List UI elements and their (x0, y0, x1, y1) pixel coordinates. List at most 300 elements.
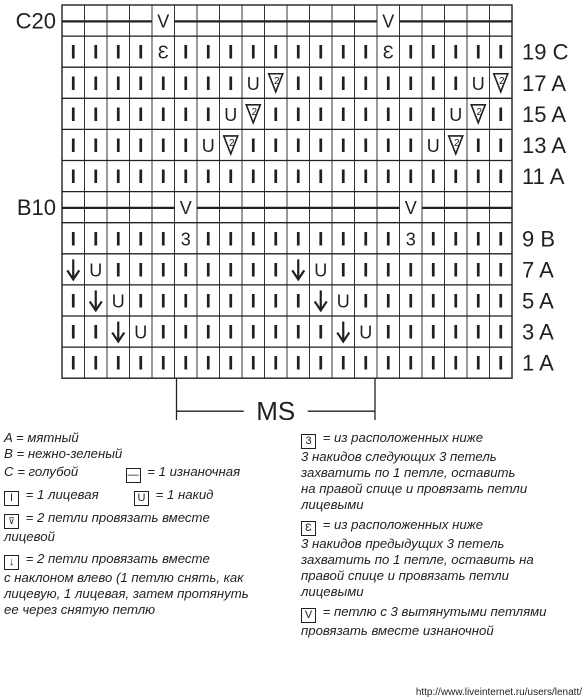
legend-ssk-line-2: с наклоном влево (1 петлю снять, как (4, 570, 244, 585)
knit-stitch-symbol: I (318, 167, 324, 189)
knit-stitch-symbol: I (318, 353, 324, 375)
knit-stitch-symbol: I (183, 73, 189, 95)
legend-k2tog-line-2: лицевой (4, 529, 55, 544)
yarn-over-symbol: U (201, 135, 215, 156)
knit-stitch-symbol: I (363, 135, 369, 157)
yarn-over-symbol: U (471, 73, 485, 94)
purl-stitch-symbol: — (444, 7, 467, 33)
knit-stitch-symbol: I (475, 322, 481, 344)
knit-stitch-symbol: I (363, 229, 369, 251)
legend-left (4, 430, 249, 618)
knit-stitch-symbol: I (273, 167, 279, 189)
knit-stitch-symbol: I (205, 73, 211, 95)
knit-stitch-symbol: I (228, 73, 234, 95)
knit-stitch-symbol: I (273, 135, 279, 157)
k2tog-digit: 2 (251, 106, 258, 118)
three-loops-stitch-symbol: 3 (180, 229, 191, 250)
knit-stitch-symbol: I (115, 135, 121, 157)
row-label-right: 19 C (522, 39, 569, 65)
knit-stitch-symbol: I (138, 167, 144, 189)
legend-three-line-4: на правой спице и провязать петли (301, 481, 528, 496)
legend-color-b: B = нежно-зеленый (4, 446, 123, 461)
purl-stitch-symbol: — (287, 194, 310, 220)
knit-stitch-symbol: I (385, 167, 391, 189)
row-label-right: 15 A (522, 101, 567, 127)
legend-ssk-line-1: = 2 петли провязать вместе (25, 551, 210, 566)
knit-stitch-symbol: I (453, 73, 459, 95)
knit-stitch-symbol: I (498, 353, 504, 375)
knit-stitch-symbol: I (138, 260, 144, 282)
knit-stitch-symbol: I (70, 167, 76, 189)
knit-stitch-symbol: I (430, 291, 436, 313)
knit-stitch-symbol: I (453, 322, 459, 344)
knit-stitch-symbol: I (318, 135, 324, 157)
knit-stitch-symbol: I (340, 42, 346, 64)
yarn-over-symbol: U (134, 322, 148, 343)
legend-v (301, 604, 547, 623)
knit-stitch-symbol: I (250, 291, 256, 313)
row-label-right: 17 A (522, 70, 567, 96)
legend-k2tog-line-1: = 2 петли провязать вместе (25, 510, 210, 525)
pattern-repeat-bracket (177, 378, 376, 420)
row-label-right: 11 A (522, 164, 565, 190)
knit-stitch-symbol: I (498, 322, 504, 344)
k2tog-digit: 2 (273, 75, 280, 87)
knit-stitch-symbol: I (160, 229, 166, 251)
purl-stitch-symbol: — (197, 7, 220, 33)
purl-stitch-symbol: — (84, 194, 107, 220)
knit-stitch-symbol: I (475, 260, 481, 282)
knit-stitch-symbol: I (183, 135, 189, 157)
legend-right (301, 430, 547, 639)
knit-stitch-symbol: I (160, 104, 166, 126)
knit-stitch-symbol: I (160, 353, 166, 375)
k2tog-digit: 2 (498, 75, 505, 87)
knit-stitch-symbol: I (453, 260, 459, 282)
k2tog-digit: 2 (228, 137, 235, 149)
knit-stitch-symbol: I (70, 322, 76, 344)
knit-stitch-symbol: I (115, 42, 121, 64)
knit-stitch-symbol: I (295, 229, 301, 251)
legend-eps-line-4: правой спице и провязать петли (301, 568, 509, 583)
knit-stitch-symbol: I (93, 167, 99, 189)
row-label-right: 1 A (522, 350, 554, 376)
purl-stitch-symbol: — (174, 7, 197, 33)
ssk-stitch-symbol (315, 290, 327, 310)
knit-stitch-symbol: I (430, 260, 436, 282)
k2tog-stitch-symbol (224, 136, 238, 154)
legend-ssk (4, 551, 249, 570)
purl-stitch-symbol: — (129, 7, 152, 33)
purl-stitch-symbol: — (399, 7, 422, 33)
knit-stitch-symbol: I (115, 73, 121, 95)
purl-symbol-icon: — (127, 469, 139, 481)
knit-stitch-symbol: I (453, 291, 459, 313)
knit-stitch-symbol: I (295, 135, 301, 157)
knit-stitch-symbol: I (340, 229, 346, 251)
purl-stitch-symbol: — (309, 7, 332, 33)
row-label-right: 13 A (522, 132, 567, 158)
k2tog-digit: 2 (453, 137, 460, 149)
knit-stitch-symbol: I (430, 322, 436, 344)
purl-stitch-symbol: — (219, 7, 242, 33)
chart-grid (62, 5, 512, 378)
epsilon-stitch-symbol: Ɛ (157, 42, 169, 63)
legend-eps-line-2: 3 накидов предыдущих 3 петель (301, 536, 505, 551)
knit-stitch-symbol: I (183, 167, 189, 189)
purl-stitch-symbol: — (197, 194, 220, 220)
knit-stitch-symbol: I (93, 73, 99, 95)
knit-stitch-symbol: I (318, 73, 324, 95)
purl-stitch-symbol: — (107, 194, 130, 220)
purl-stitch-symbol: — (467, 7, 490, 33)
knit-stitch-symbol: I (183, 104, 189, 126)
knit-stitch-symbol: I (340, 135, 346, 157)
knit-stitch-symbol: I (363, 167, 369, 189)
knit-stitch-symbol: I (340, 167, 346, 189)
knit-stitch-symbol: I (340, 353, 346, 375)
knit-stitch-symbol: I (115, 104, 121, 126)
k2tog-stitch-symbol (471, 105, 485, 123)
knit-stitch-symbol: I (205, 229, 211, 251)
purl-stitch-symbol: — (422, 194, 445, 220)
knit-stitch-symbol: I (295, 322, 301, 344)
knit-stitch-symbol: I (115, 353, 121, 375)
knit-stitch-symbol: I (70, 73, 76, 95)
knit-stitch-symbol: I (408, 322, 414, 344)
knit-stitch-symbol: I (93, 104, 99, 126)
knit-stitch-symbol: I (408, 42, 414, 64)
knit-stitch-symbol: I (160, 260, 166, 282)
purl-stitch-symbol: — (219, 194, 242, 220)
knit-stitch-symbol: I (408, 104, 414, 126)
purl-stitch-symbol: — (62, 7, 85, 33)
legend-purl: = 1 изнаночная (147, 464, 241, 479)
knit-stitch-symbol: I (295, 353, 301, 375)
knit-stitch-symbol: I (475, 353, 481, 375)
knit-stitch-symbol: I (408, 167, 414, 189)
legend-ssk-line-3: лицевую, 1 лицевая, затем протянуть (4, 586, 249, 601)
three-loops-symbol-icon: 3 (301, 434, 316, 449)
knit-stitch-symbol: I (250, 322, 256, 344)
knit-stitch-symbol: I (363, 260, 369, 282)
legend-three-line-3: захватить по 1 петле, оставить (301, 465, 516, 480)
knit-stitch-symbol: I (475, 42, 481, 64)
knit-stitch-symbol: I (318, 229, 324, 251)
knit-stitch-symbol: I (250, 260, 256, 282)
legend-eps (301, 517, 547, 536)
knit-stitch-symbol: I (70, 42, 76, 64)
knit-stitch-symbol: I (340, 260, 346, 282)
knit-stitch-symbol: I (453, 167, 459, 189)
epsilon-stitch-symbol: Ɛ (382, 42, 394, 63)
knit-stitch-symbol: I (250, 353, 256, 375)
knit-stitch-symbol: I (430, 229, 436, 251)
legend-color-a: A = мятный (4, 430, 79, 445)
knit-stitch-symbol: I (363, 73, 369, 95)
knit-stitch-symbol: I (228, 42, 234, 64)
knit-stitch-symbol: I (160, 135, 166, 157)
knit-stitch-symbol: I (408, 260, 414, 282)
knit-stitch-symbol: I (70, 229, 76, 251)
legend-v-line-1: = петлю с 3 вытянутыми петлями (322, 604, 547, 619)
knit-stitch-symbol: I (250, 42, 256, 64)
knit-stitch-symbol: I (183, 42, 189, 64)
knit-stitch-symbol: I (363, 291, 369, 313)
watermark-url: http://www.liveinternet.ru/users/lenatt/ (415, 687, 582, 698)
legend-v-line-2: провязать вместе изнаночной (301, 623, 494, 638)
purl-stitch-symbol: — (332, 194, 355, 220)
knit-stitch-symbol: I (475, 135, 481, 157)
purl-stitch-symbol: — (309, 194, 332, 220)
legend-three-line-5: лицевыми (301, 497, 364, 512)
knit-stitch-symbol: I (228, 229, 234, 251)
knit-stitch-symbol: I (70, 135, 76, 157)
knit-stitch-symbol: I (205, 291, 211, 313)
knit-stitch-symbol: I (430, 167, 436, 189)
knit-stitch-symbol: I (205, 260, 211, 282)
ssk-stitch-symbol (112, 322, 124, 342)
knit-stitch-symbol: I (228, 260, 234, 282)
knit-stitch-symbol: I (273, 104, 279, 126)
row-label-right: 3 A (522, 319, 554, 345)
ssk-symbol-icon: ↓ (4, 555, 19, 570)
legend-knit: = 1 лицевая (25, 487, 99, 502)
knit-stitch-symbol: I (363, 353, 369, 375)
knit-stitch-symbol: I (93, 42, 99, 64)
knit-symbol-icon: I (4, 491, 19, 506)
knit-stitch-symbol: I (138, 104, 144, 126)
row-label-right: 9 B (522, 226, 556, 252)
knit-stitch-symbol: I (273, 322, 279, 344)
v-symbol-icon: V (301, 608, 316, 623)
purl-stitch-symbol: — (62, 194, 85, 220)
knit-stitch-symbol: I (70, 353, 76, 375)
purl-stitch-symbol: — (287, 7, 310, 33)
purl-stitch-symbol: — (129, 194, 152, 220)
k2tog-symbol-icon: ⊽ (4, 514, 19, 529)
knit-stitch-symbol: I (228, 291, 234, 313)
knit-stitch-symbol: I (160, 322, 166, 344)
purl-stitch-symbol: — (467, 194, 490, 220)
k2tog-digit: 2 (476, 106, 483, 118)
yarn-over-symbol: U (314, 260, 328, 281)
knit-stitch-symbol: I (498, 291, 504, 313)
legend-three (301, 430, 547, 449)
knit-stitch-symbol: I (453, 353, 459, 375)
knit-stitch-symbol: I (318, 104, 324, 126)
knit-stitch-symbol: I (205, 104, 211, 126)
knit-stitch-symbol: I (273, 353, 279, 375)
knit-stitch-symbol: I (70, 104, 76, 126)
knit-stitch-symbol: I (295, 73, 301, 95)
knit-stitch-symbol: I (273, 229, 279, 251)
legend-row-c-purl (4, 464, 249, 483)
epsilon-symbol-icon: Ɛ (301, 521, 316, 536)
ssk-stitch-symbol (90, 290, 102, 310)
knit-stitch-symbol: I (498, 260, 504, 282)
purl-stitch-symbol: — (489, 194, 512, 220)
knit-stitch-symbol: I (385, 260, 391, 282)
knit-stitch-symbol: I (498, 167, 504, 189)
knit-stitch-symbol: I (385, 73, 391, 95)
legend-row-knit-yo (4, 487, 249, 506)
knit-stitch-symbol: I (430, 42, 436, 64)
v-stitch-symbol: V (179, 198, 192, 219)
purl-stitch-symbol: — (489, 7, 512, 33)
knit-stitch-symbol: I (385, 291, 391, 313)
purl-stitch-symbol: — (84, 7, 107, 33)
knit-stitch-symbol: I (385, 135, 391, 157)
knit-stitch-symbol: I (408, 73, 414, 95)
knit-stitch-symbol: I (273, 42, 279, 64)
knit-stitch-symbol: I (183, 291, 189, 313)
k2tog-stitch-symbol (494, 74, 508, 92)
ssk-stitch-symbol (292, 259, 304, 279)
repeat-label: MS (256, 396, 296, 420)
knit-stitch-symbol: I (160, 73, 166, 95)
knit-stitch-symbol: I (385, 353, 391, 375)
knit-stitch-symbol: I (295, 104, 301, 126)
knit-stitch-symbol: I (273, 260, 279, 282)
knit-stitch-symbol: I (205, 42, 211, 64)
knit-stitch-symbol: I (183, 353, 189, 375)
row-label-left: B10 (16, 195, 56, 221)
knit-stitch-symbol: I (430, 73, 436, 95)
knit-stitch-symbol: I (295, 42, 301, 64)
purl-stitch-symbol: — (332, 7, 355, 33)
knit-stitch-symbol: I (138, 353, 144, 375)
knit-stitch-symbol: I (408, 353, 414, 375)
ssk-stitch-symbol (337, 322, 349, 342)
legend-k2tog (4, 510, 249, 529)
v-stitch-symbol: V (382, 11, 395, 32)
yarn-over-symbol: U (246, 73, 260, 94)
yarn-over-symbol: U (111, 291, 125, 312)
knit-stitch-symbol: I (115, 260, 121, 282)
purl-stitch-symbol: — (152, 194, 175, 220)
knit-stitch-symbol: I (93, 322, 99, 344)
purl-stitch-symbol: — (242, 7, 265, 33)
knit-stitch-symbol: I (160, 167, 166, 189)
knit-stitch-symbol: I (295, 291, 301, 313)
knit-stitch-symbol: I (160, 291, 166, 313)
purl-stitch-symbol: — (264, 7, 287, 33)
knit-stitch-symbol: I (475, 291, 481, 313)
row-label-right: 7 A (522, 257, 554, 283)
legend-eps-line-5: лицевыми (301, 584, 364, 599)
knit-stitch-symbol: I (498, 135, 504, 157)
knit-stitch-symbol: I (115, 229, 121, 251)
knit-stitch-symbol: I (498, 42, 504, 64)
legend-eps-line-1: = из расположенных ниже (322, 517, 484, 532)
knit-stitch-symbol: I (475, 229, 481, 251)
knit-stitch-symbol: I (250, 167, 256, 189)
knit-stitch-symbol: I (385, 322, 391, 344)
knit-stitch-symbol: I (70, 291, 76, 313)
knit-stitch-symbol: I (385, 229, 391, 251)
purl-stitch-symbol: — (107, 7, 130, 33)
knit-stitch-symbol: I (498, 229, 504, 251)
knit-stitch-symbol: I (205, 167, 211, 189)
knit-stitch-symbol: I (475, 167, 481, 189)
knit-stitch-symbol: I (93, 229, 99, 251)
yarn-over-symbol: U (449, 104, 463, 125)
knit-stitch-symbol: I (318, 42, 324, 64)
yarn-over-symbol: U (336, 291, 350, 312)
yarn-over-symbol: U (89, 260, 103, 281)
knit-stitch-symbol: I (228, 322, 234, 344)
legend-yarn-over: = 1 накид (155, 487, 214, 502)
v-stitch-symbol: V (404, 198, 417, 219)
v-stitch-symbol: V (157, 11, 170, 32)
knit-stitch-symbol: I (138, 291, 144, 313)
knit-stitch-symbol: I (408, 135, 414, 157)
knit-stitch-symbol: I (385, 104, 391, 126)
ssk-stitch-symbol (67, 259, 79, 279)
legend-eps-line-3: захватить по 1 петле, оставить на (301, 552, 534, 567)
legend-three-line-2: 3 накидов следующих 3 петель (301, 449, 497, 464)
knit-stitch-symbol: I (318, 322, 324, 344)
purl-stitch-symbol: — (422, 7, 445, 33)
knit-stitch-symbol: I (250, 135, 256, 157)
k2tog-stitch-symbol (269, 74, 283, 92)
three-loops-stitch-symbol: 3 (405, 229, 416, 250)
knit-stitch-symbol: I (273, 291, 279, 313)
knit-stitch-symbol: I (340, 104, 346, 126)
knit-stitch-symbol: I (93, 135, 99, 157)
row-label-left: C20 (15, 8, 56, 34)
k2tog-stitch-symbol (449, 136, 463, 154)
knit-stitch-symbol: I (453, 42, 459, 64)
legend-color-c: C = голубой (4, 464, 79, 479)
yarn-over-symbol: U (359, 322, 373, 343)
purl-stitch-symbol: — (444, 194, 467, 220)
knit-stitch-symbol: I (138, 42, 144, 64)
purl-stitch-symbol: — (354, 7, 377, 33)
knit-stitch-symbol: I (138, 229, 144, 251)
yarn-over-symbol: U (224, 104, 238, 125)
knit-stitch-symbol: I (115, 167, 121, 189)
knit-stitch-symbol: I (453, 229, 459, 251)
knit-stitch-symbol: I (205, 322, 211, 344)
legend-three-line-1: = из расположенных ниже (322, 430, 484, 445)
knit-stitch-symbol: I (363, 104, 369, 126)
yarn-over-symbol-icon: U (134, 491, 149, 506)
knit-stitch-symbol: I (138, 73, 144, 95)
knit-stitch-symbol: I (363, 42, 369, 64)
row-label-right: 5 A (522, 288, 554, 314)
knit-stitch-symbol: I (430, 104, 436, 126)
knit-stitch-symbol: I (295, 167, 301, 189)
purl-stitch-symbol: — (242, 194, 265, 220)
k2tog-stitch-symbol (246, 105, 260, 123)
purl-stitch-symbol: — (264, 194, 287, 220)
legend-ssk-line-4: ее через снятую петлю (4, 602, 156, 617)
yarn-over-symbol: U (426, 135, 440, 156)
knit-stitch-symbol: I (183, 322, 189, 344)
knit-stitch-symbol: I (183, 260, 189, 282)
knit-stitch-symbol: I (138, 135, 144, 157)
knit-stitch-symbol: I (340, 73, 346, 95)
knit-stitch-symbol: I (93, 353, 99, 375)
knit-stitch-symbol: I (205, 353, 211, 375)
purl-stitch-symbol: — (377, 194, 400, 220)
knit-stitch-symbol: I (228, 167, 234, 189)
purl-stitch-symbol: — (354, 194, 377, 220)
knit-stitch-symbol: I (408, 291, 414, 313)
knit-stitch-symbol: I (498, 104, 504, 126)
